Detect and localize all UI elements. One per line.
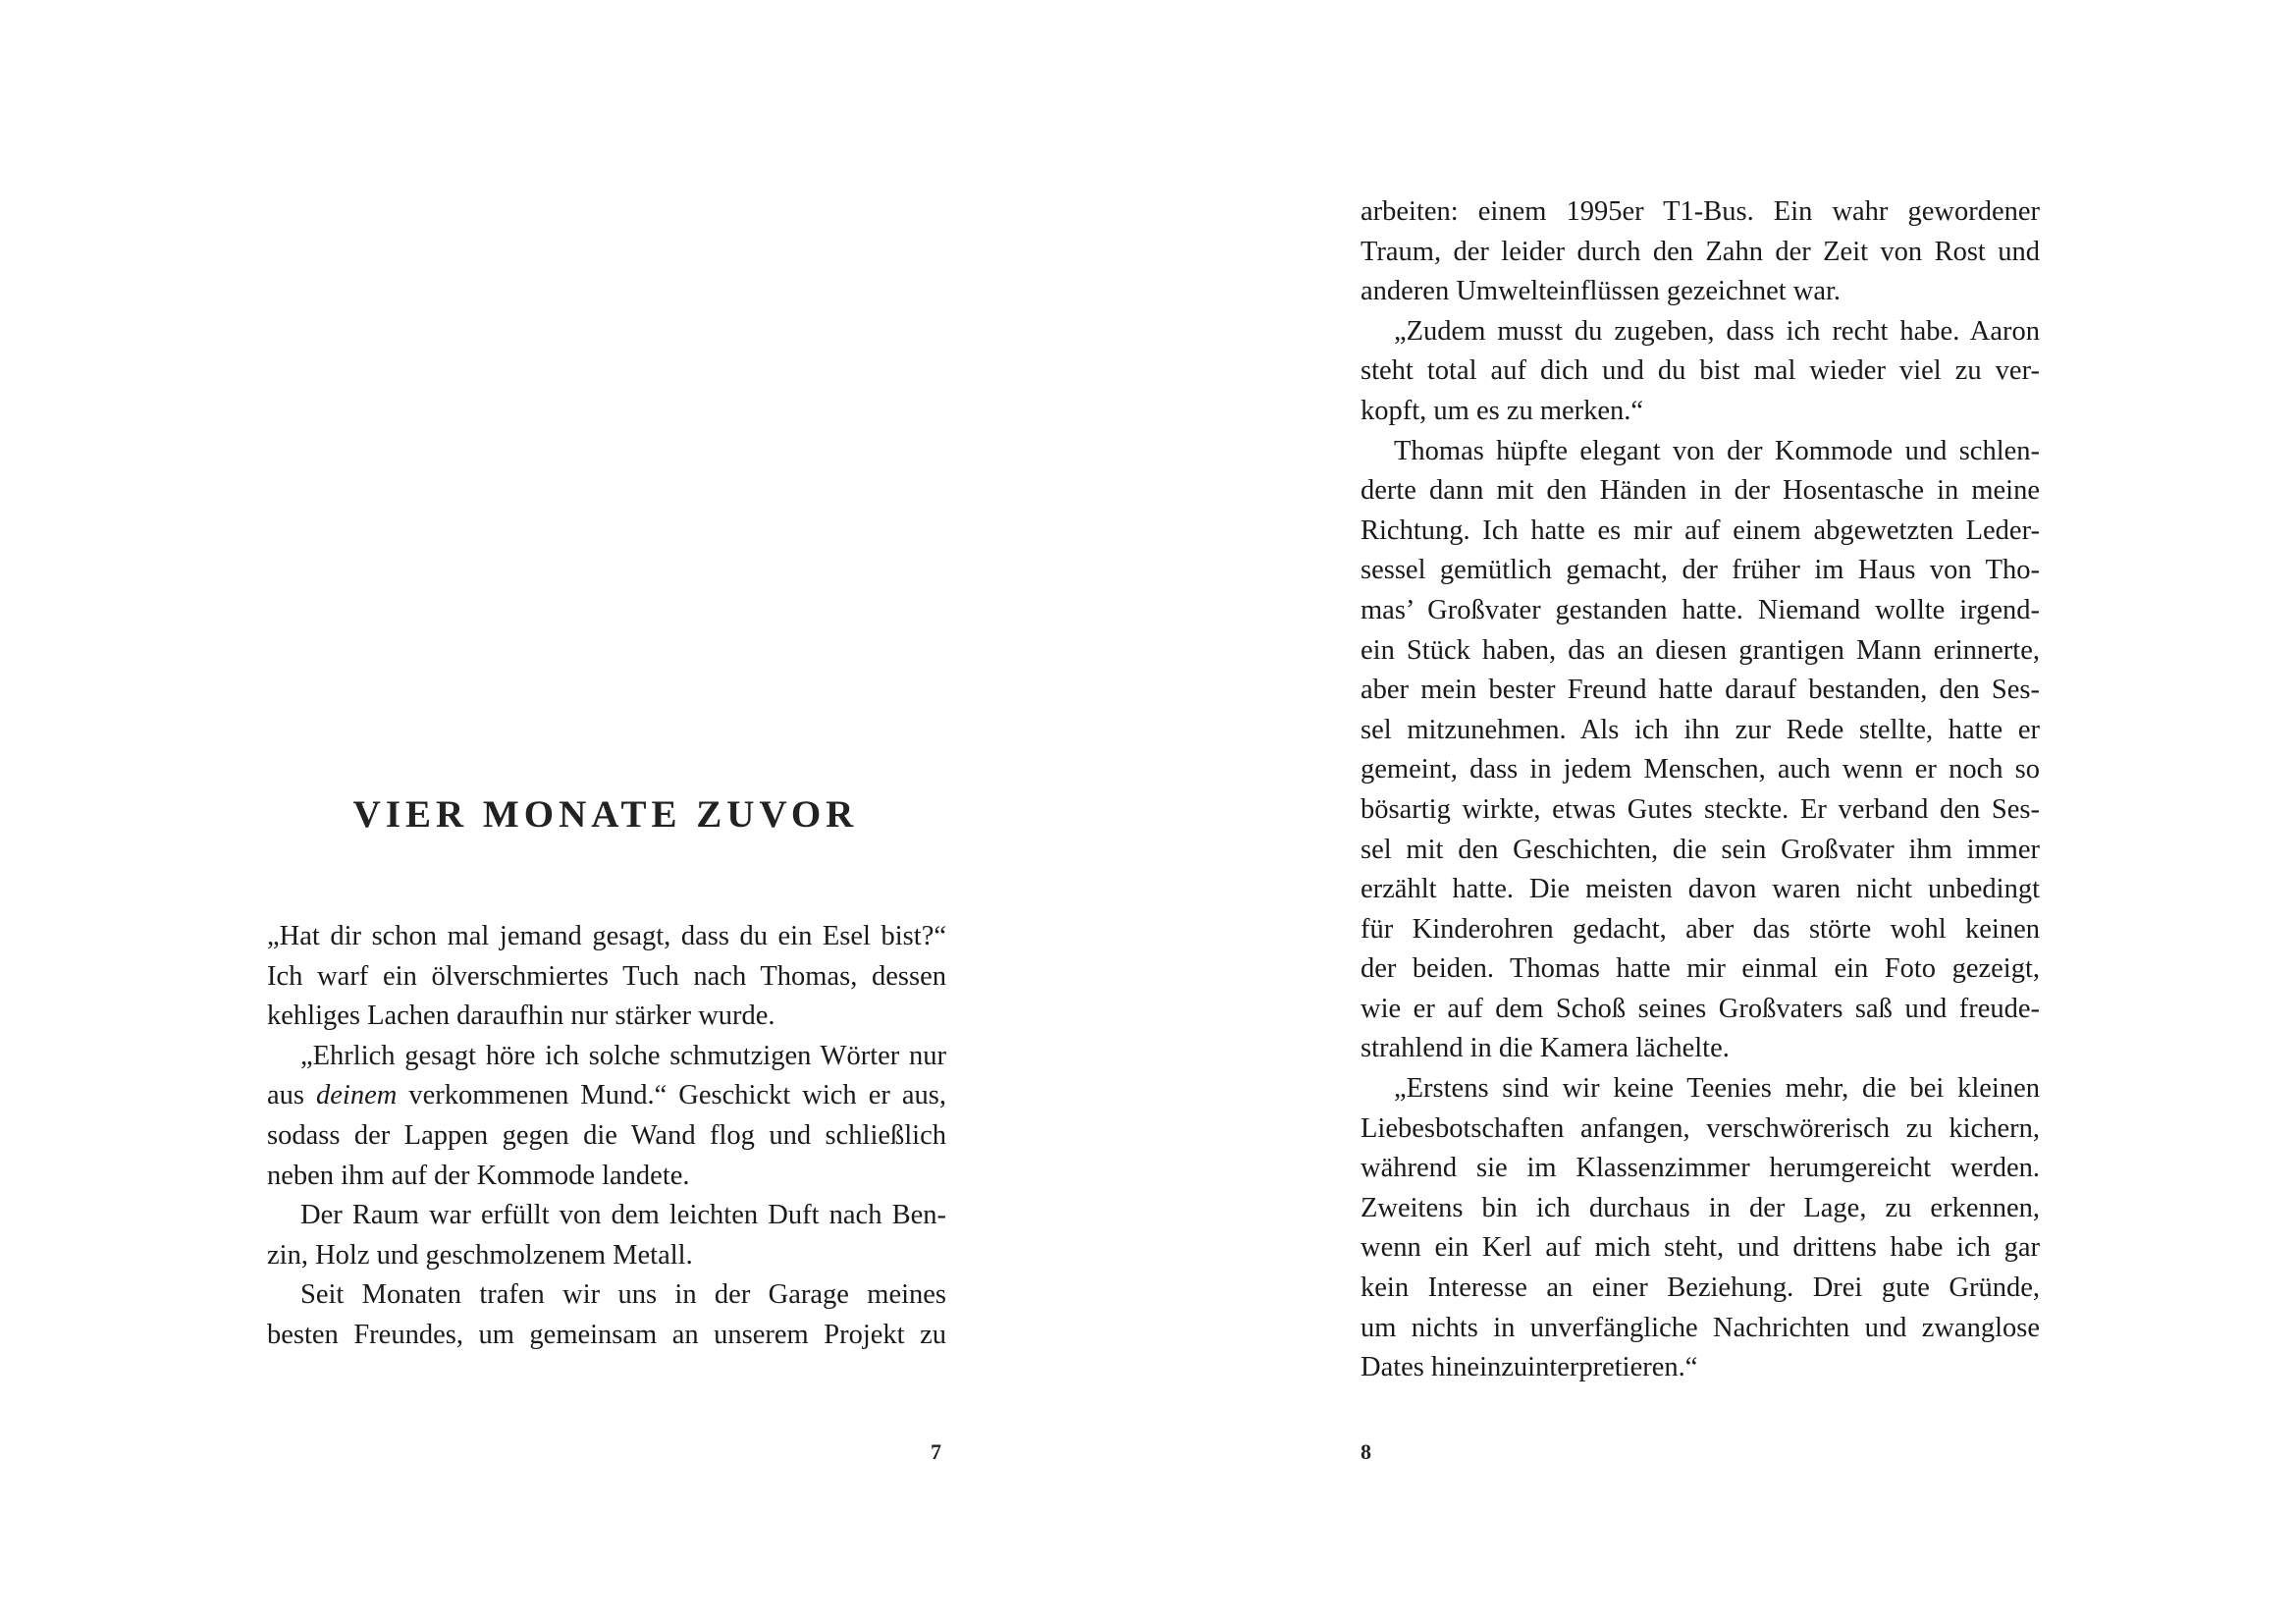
text-line: sel mit den Geschichten, die sein Großvater ihm immer <box>1361 834 2040 865</box>
right-page <box>1148 0 2296 1624</box>
text-line: Der Raum war erfüllt von dem leichten Duft nach Ben- <box>300 1200 946 1231</box>
text-line: Liebesbotschaften anfangen, verschwörerisch zu kichern, <box>1361 1112 2040 1144</box>
text-line: aber mein bester Freund hatte darauf bestanden, den Ses- <box>1361 675 2040 706</box>
text-line: für Kinderohren gedacht, aber das störte wohl keinen <box>1361 913 2040 945</box>
left-page-text <box>267 917 946 1356</box>
text-line: kein Interesse an einer Beziehung. Drei gute Gründe, <box>1361 1272 2040 1304</box>
text-segment: verkommenen Mund.“ Geschickt wich er aus, <box>397 1080 946 1111</box>
text-line: wie er auf dem Schoß seines Großvaters saß und freude- <box>1361 993 2040 1024</box>
text-line: Thomas hüpfte elegant von der Kommode und schlen- <box>1394 435 2040 466</box>
text-line: der beiden. Thomas hatte mir einmal ein Foto gezeigt, <box>1361 953 2040 985</box>
text-line: Seit Monaten trafen wir uns in der Garage meines <box>300 1279 946 1311</box>
page-number: 8 <box>1361 1439 1371 1464</box>
text-line: steht total auf dich und du bist mal wieder viel zu ver- <box>1361 355 2040 387</box>
text-line: sodass der Lappen gegen die Wand flog und schließlich <box>267 1119 946 1151</box>
text-line: Ich warf ein ölverschmiertes Tuch nach Thomas, dessen <box>267 960 946 992</box>
text-line: strahlend in die Kamera lächelte. <box>1361 1033 1730 1064</box>
chapter-title: VIER MONATE ZUVOR <box>352 793 859 836</box>
text-line: mas’ Großvater gestanden hatte. Niemand wollte irgend- <box>1361 594 2040 625</box>
text-line: während sie im Klassenzimmer herumgereicht werden. <box>1361 1153 2040 1184</box>
emphasis-word: deinem <box>316 1080 398 1111</box>
text-line: „Hat dir schon mal jemand gesagt, dass du ein Esel bist?“ <box>267 921 946 951</box>
text-line: sessel gemütlich gemacht, der früher im Haus von Tho- <box>1361 555 2040 586</box>
text-segment: aus <box>267 1080 317 1111</box>
text-line: Richtung. Ich hatte es mir auf einem abgewetzten Leder- <box>1361 514 2040 546</box>
text-line: kehliges Lachen daraufhin nur stärker wurde. <box>267 1001 775 1032</box>
text-line: kopft, um es zu merken.“ <box>1361 395 1644 426</box>
text-line: besten Freundes, um gemeinsam an unserem Projekt zu <box>267 1319 946 1350</box>
text-line: Zweitens bin ich durchaus in der Lage, zu erkennen, <box>1361 1192 2040 1223</box>
text-line: erzählt hatte. Die meisten davon waren nicht unbedingt <box>1361 874 2040 905</box>
text-line: ein Stück haben, das an diesen grantigen Mann erinnerte, <box>1361 634 2040 666</box>
text-line: wenn ein Kerl auf mich steht, und drittens habe ich gar <box>1361 1232 2040 1264</box>
text-line: zin, Holz und geschmolzenem Metall. <box>267 1239 693 1271</box>
text-line: anderen Umwelteinflüssen gezeichnet war. <box>1361 276 1842 307</box>
text-line: bösartig wirkte, etwas Gutes steckte. Er verband den Ses- <box>1361 793 2040 825</box>
right-page-text <box>1361 192 2040 1388</box>
text-line: „Erstens sind wir keine Teenies mehr, die bei kleinen <box>1394 1073 2040 1105</box>
text-line: „Ehrlich gesagt höre ich solche schmutzigen Wörter nur <box>300 1040 946 1071</box>
text-line: Dates hineinzuinterpretieren.“ <box>1361 1352 1698 1383</box>
text-line: um nichts in unverfängliche Nachrichten und zwanglose <box>1361 1312 2040 1343</box>
text-line: neben ihm auf der Kommode landete. <box>267 1160 690 1191</box>
text-line: derte dann mit den Händen in der Hosentasche in meine <box>1361 475 2040 507</box>
text-line: „Zudem musst du zugeben, dass ich recht habe. Aaron <box>1394 315 2040 347</box>
page-number: 7 <box>931 1439 941 1464</box>
text-line: arbeiten: einem 1995er T1-Bus. Ein wahr gewordener <box>1361 196 2040 227</box>
text-line <box>267 1076 946 1116</box>
text-line: gemeint, dass in jedem Menschen, auch wenn er noch so <box>1361 754 2040 785</box>
text-line: sel mitzunehmen. Als ich ihn zur Rede stellte, hatte er <box>1361 714 2040 745</box>
text-line: Traum, der leider durch den Zahn der Zeit von Rost und <box>1361 236 2040 267</box>
